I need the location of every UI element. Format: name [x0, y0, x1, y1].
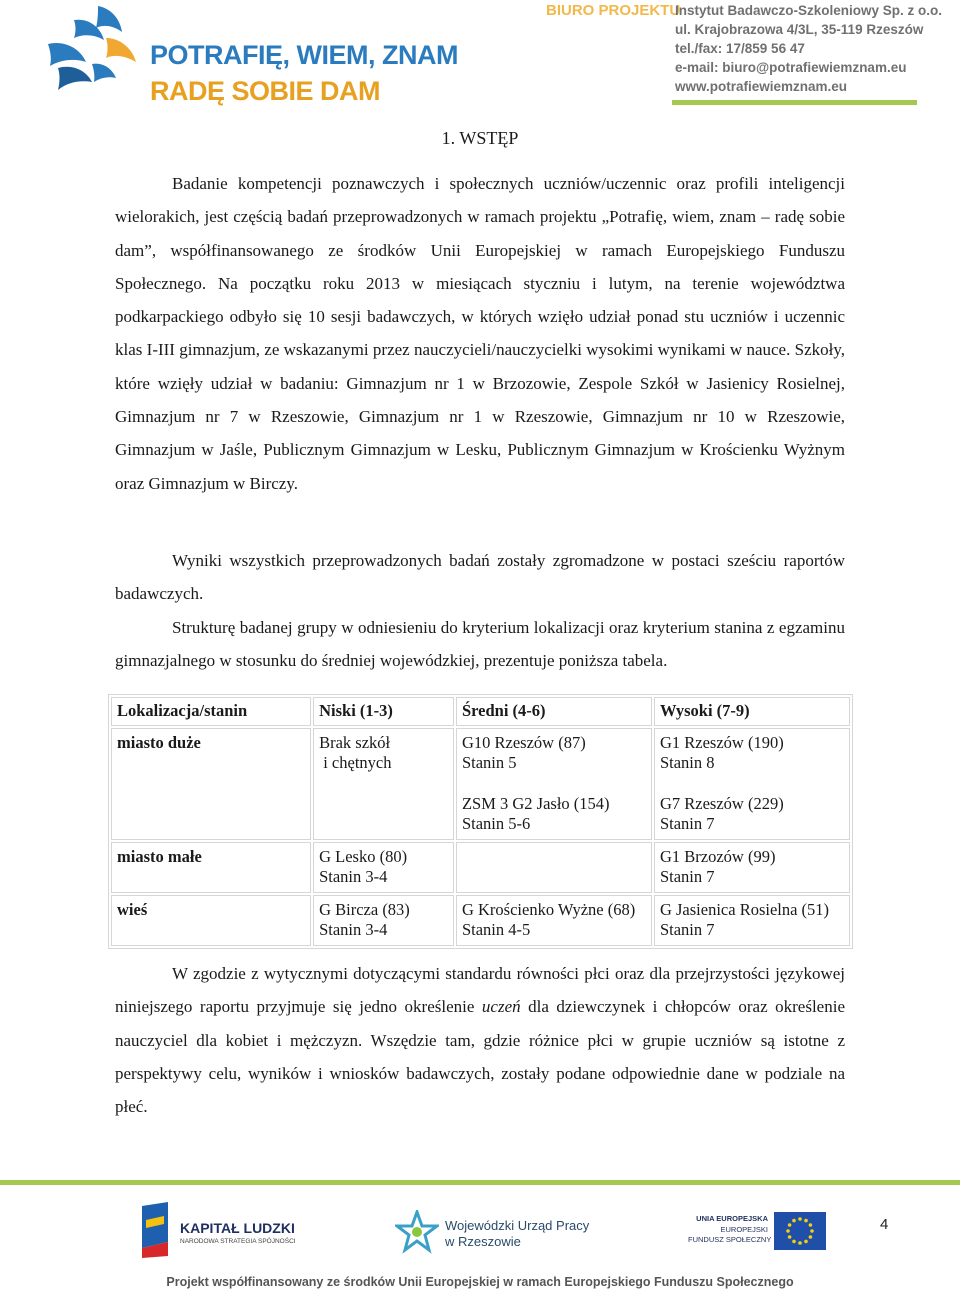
- emphasis-term: uczeń: [481, 997, 521, 1017]
- table-header-row: [111, 697, 850, 726]
- kl-subtitle: NARODOWA STRATEGIA SPÓJNOŚCI: [180, 1238, 296, 1245]
- cell-line: Stanin 3-4: [319, 920, 388, 939]
- table-header-cell: Niski (1-3): [313, 697, 454, 726]
- table-cell: [456, 728, 652, 840]
- cell-line: Stanin 5: [461, 753, 517, 772]
- books-birds-logo-icon: [38, 4, 143, 104]
- cell-line: Brak szkół: [319, 732, 391, 752]
- cell-line: G7 Rzeszów (229): [659, 793, 784, 813]
- contact-website[interactable]: www.potrafiewiemznam.eu: [675, 79, 848, 94]
- cell-line: Stanin 8: [659, 753, 715, 772]
- table-row: [111, 842, 850, 893]
- sample-structure-table: [108, 694, 853, 949]
- row-label: miasto duże: [111, 728, 311, 840]
- project-office-label: BIURO PROJEKTU: [546, 2, 681, 19]
- logo-title-line2: RADĘ SOBIE DAM: [150, 76, 381, 106]
- eu-flag-icon: [774, 1212, 826, 1250]
- contact-block: [675, 1, 942, 96]
- contact-address: ul. Krajobrazowa 4/3L, 35-119 Rzeszów: [675, 22, 924, 37]
- funding-caption: Projekt współfinansowany ze środków Unii Europejskiej w ramach Europejskiego Funduszu Społecznego: [166, 1275, 794, 1289]
- cell-line: Stanin 3-4: [319, 867, 388, 886]
- table-cell: [313, 842, 454, 893]
- table-cell: [654, 728, 850, 840]
- table-row: [111, 728, 850, 840]
- cell-line: Stanin 4-5: [461, 920, 531, 939]
- row-label: wieś: [111, 895, 311, 946]
- table-row: [111, 895, 850, 946]
- wup-line2: w Rzeszowie: [445, 1234, 521, 1249]
- table-cell: [313, 728, 454, 840]
- table-cell: [654, 842, 850, 893]
- table-header-cell: Średni (4-6): [456, 697, 652, 726]
- kapital-ludzki-flag-icon: [138, 1202, 172, 1258]
- gender-note-paragraph: [115, 957, 845, 1123]
- cell-line: G Krościenko Wyżne (68): [461, 899, 636, 919]
- contact-org: Instytut Badawczo-Szkoleniowy Sp. z o.o.: [675, 3, 943, 18]
- wup-logo: [395, 1208, 595, 1258]
- cell-line: G10 Rzeszów (87): [461, 732, 586, 752]
- structure-paragraph: Strukturę badanej grupy w odniesieniu do kryterium lokalizacji oraz kryterium stanina z egzaminu gimnazjalnego w stosunku do średniej wojewódzkiej, prezentuje poniższa tabela.: [115, 618, 845, 671]
- wup-star-icon: [395, 1210, 439, 1254]
- header-divider: [672, 100, 917, 105]
- section-heading: 1. WSTĘP: [441, 128, 519, 148]
- cell-line: Stanin 7: [659, 814, 715, 833]
- paragraph-text: W zgodzie z wytycznymi dotyczącymi standardu równości płci oraz dla przejrzystości językowej niniejszego raportu przyjmuje się jedno określenie: [115, 964, 845, 1017]
- cell-line: G1 Brzozów (99): [659, 846, 776, 866]
- page-number: 4: [880, 1216, 889, 1233]
- logo-title-line1: POTRAFIĘ, WIEM, ZNAM: [150, 40, 458, 70]
- ue-line1: UNIA EUROPEJSKA: [696, 1214, 768, 1223]
- intro-paragraph: Badanie kompetencji poznawczych i społecznych uczniów/uczennic oraz profili inteligencji wielorakich, jest częścią badań przeprowadzonych w ramach projektu „Potrafię, wiem, znam – radę sobie dam”, współfinansowanego ze środków Unii Europejskiej w ramach Europejskiego Funduszu Społecznego. Na początku roku 2013 w miesiącach styczniu i lutym, na terenie województwa podkarpackiego odbyło się 10 sesji badawczych, w których wzięło udział ponad stu uczniów i uczennic klas I-III gimnazjum, ze wskazanymi przez nauczycieli/nauczycielki wysokimi wynikami w nauce. Szkoły, które wzięły udział w badaniu: Gimnazjum nr 1 w Brzozowie, Zespole Szkół w Jasienicy Rosielnej, Gimnazjum nr 7 w Rzeszowie, Gimnazjum nr 1 w Rzeszowie, Gimnazjum nr 10 w Rzeszowie, Gimnazjum w Jaśle, Publicznym Gimnazjum w Lesku, Publicznym Gimnazjum w Krościenku Wyżnym oraz Gimnazjum w Birczy.: [115, 174, 845, 493]
- table-cell-empty: [456, 842, 652, 893]
- cell-line: Stanin 7: [659, 920, 715, 939]
- table-header-cell: Wysoki (7-9): [654, 697, 850, 726]
- results-paragraph: Wyniki wszystkich przeprowadzonych badań zostały zgromadzone w postaci sześciu raportów badawczych.: [115, 551, 845, 604]
- cell-line: G Bircza (83): [319, 899, 410, 919]
- cell-line: Stanin 5-6: [461, 814, 531, 833]
- ue-line3: FUNDUSZ SPOŁECZNY: [688, 1235, 772, 1244]
- cell-line: Stanin 7: [659, 867, 715, 886]
- kapital-ludzki-logo: [138, 1200, 308, 1258]
- contact-phone: tel./fax: 17/859 56 47: [675, 41, 805, 56]
- table-cell: [313, 895, 454, 946]
- table-cell: [654, 895, 850, 946]
- kl-title: KAPITAŁ LUDZKI: [180, 1220, 295, 1236]
- contact-email[interactable]: e-mail: biuro@potrafiewiemznam.eu: [675, 60, 907, 75]
- eu-logo: [688, 1210, 828, 1256]
- paragraph-text: dla dziewczynek i chłopców oraz określenie nauczyciel dla kobiet i mężczyzn. Wszędzie tam, gdzie różnice płci w grupie uczniów są istotne z perspektywy celu, wyników i wniosków badawczych, zostały podane odpowiednie dane w podziale na płeć.: [115, 997, 845, 1117]
- cell-line: ZSM 3 G2 Jasło (154): [461, 793, 610, 813]
- cell-line: i chętnych: [319, 753, 392, 772]
- table-cell: [456, 895, 652, 946]
- ue-line2: EUROPEJSKI: [720, 1225, 768, 1234]
- row-label: miasto małe: [111, 842, 311, 893]
- footer-divider: [0, 1180, 960, 1185]
- cell-line: G Lesko (80): [319, 846, 408, 866]
- table-header-cell: Lokalizacja/stanin: [111, 697, 311, 726]
- cell-line: G1 Rzeszów (190): [659, 732, 784, 752]
- page-header: [0, 0, 960, 110]
- cell-line: G Jasienica Rosielna (51): [659, 899, 830, 919]
- wup-line1: Wojewódzki Urząd Pracy: [445, 1218, 590, 1233]
